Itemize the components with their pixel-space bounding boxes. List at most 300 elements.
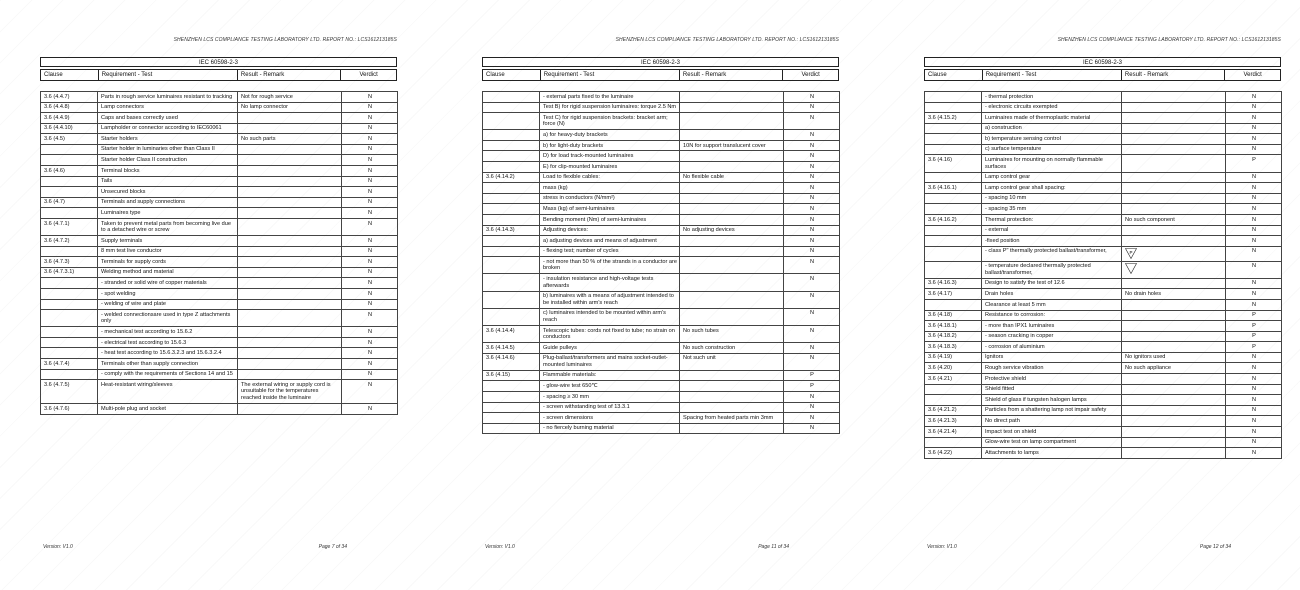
requirement-cell: Flammable materials:: [540, 370, 680, 381]
verdict-cell: N: [1226, 113, 1282, 124]
requirement-cell: - heat test according to 15.6.3.2.3 and 15.6.3.2.4: [98, 348, 238, 359]
clause-cell: [41, 144, 98, 155]
col-clause: Clause: [928, 72, 947, 78]
page-number: Page 7 of 34: [318, 544, 347, 550]
col-result: Result - Remark: [679, 70, 782, 80]
table-row: [483, 140, 840, 151]
verdict-cell: N: [342, 197, 398, 208]
table-row: [483, 343, 840, 354]
requirement-cell: a) adjusting devices and means of adjustment: [540, 236, 680, 247]
report-header: SHENZHEN LCS COMPLIANCE TESTING LABORATORY LTD. REPORT NO.: LCS161213185S: [173, 37, 397, 43]
requirement-cell: -fixed position: [982, 236, 1122, 247]
clause-cell: [483, 381, 540, 392]
table-row: [483, 162, 840, 173]
result-cell: [680, 392, 784, 403]
verdict-cell: P: [784, 370, 840, 381]
verdict-cell: N: [1226, 426, 1282, 437]
verdict-cell: N: [1226, 416, 1282, 427]
table-row: [925, 352, 1282, 363]
version-label: Version: V1.0: [43, 544, 73, 550]
table-row: [925, 321, 1282, 332]
result-cell: [238, 155, 342, 166]
clause-cell: 3.6 (4.7.4): [41, 359, 98, 370]
table-row: [483, 308, 840, 325]
verdict-cell: N: [784, 343, 840, 354]
table-row: [483, 172, 840, 183]
clause-cell: 3.6 (4.14.4): [483, 325, 540, 342]
clause-cell: 3.6 (4.22): [925, 448, 982, 459]
clause-cell: 3.6 (4.14.2): [483, 172, 540, 183]
clause-cell: 3.6 (4.15.2): [925, 113, 982, 124]
report-page-3: [921, 0, 1286, 590]
requirement-cell: Test C) for rigid suspension brackets: bracket arm; force (N): [540, 113, 680, 130]
table-row: [925, 278, 1282, 289]
clause-cell: 3.6 (4.21.4): [925, 426, 982, 437]
result-cell: [238, 246, 342, 257]
requirement-cell: Starter holder Class II construction: [98, 155, 238, 166]
requirement-cell: Luminaires type: [98, 208, 238, 219]
requirement-cell: stress in conductors (N/mm²): [540, 193, 680, 204]
result-cell: [238, 348, 342, 359]
col-verdict: Verdict: [1224, 70, 1280, 80]
verdict-cell: N: [342, 92, 398, 103]
result-cell: No such appliance: [1122, 363, 1226, 374]
verdict-cell: N: [1226, 405, 1282, 416]
requirement-cell: Glow-wire test on lamp compartment: [982, 437, 1122, 448]
result-cell: [1122, 437, 1226, 448]
table-row: [41, 197, 398, 208]
verdict-cell: N: [784, 162, 840, 173]
table-row: [41, 102, 398, 113]
clause-cell: [925, 225, 982, 236]
report-page-1: [37, 0, 402, 590]
result-cell: [680, 402, 784, 413]
verdict-cell: N: [342, 359, 398, 370]
table-row: [925, 172, 1282, 183]
requirement-cell: Design to satisfy the test of 12.6: [982, 278, 1122, 289]
clause-cell: [483, 113, 540, 130]
clause-cell: 3.6 (4.7.3.1): [41, 267, 98, 278]
requirement-cell: Tails: [98, 176, 238, 187]
clause-cell: 3.6 (4.18.3): [925, 342, 982, 353]
clause-cell: [41, 310, 98, 327]
requirement-cell: Lamp connectors: [98, 102, 238, 113]
clause-cell: [925, 102, 982, 113]
clause-cell: [925, 437, 982, 448]
clause-cell: [41, 369, 98, 380]
clause-table: [40, 91, 398, 415]
clause-cell: [925, 384, 982, 395]
result-cell: [1122, 204, 1226, 215]
result-cell: [238, 113, 342, 124]
requirement-cell: Lampholder or connector according to IEC60061: [98, 123, 238, 134]
clause-cell: 3.6 (4.7.6): [41, 403, 98, 414]
requirement-cell: - external: [982, 225, 1122, 236]
requirement-cell: - season cracking in copper: [982, 331, 1122, 342]
verdict-cell: N: [342, 278, 398, 289]
clause-cell: [483, 130, 540, 141]
table-row: [41, 176, 398, 187]
result-cell: No such parts: [238, 134, 342, 145]
clause-cell: [41, 246, 98, 257]
result-cell: [1122, 321, 1226, 332]
verdict-cell: N: [1226, 261, 1282, 278]
result-cell: No such construction: [680, 343, 784, 354]
result-cell: [238, 187, 342, 198]
verdict-cell: N: [342, 134, 398, 145]
col-result: Result - Remark: [237, 70, 340, 80]
table-row: [483, 92, 840, 103]
verdict-cell: N: [342, 155, 398, 166]
verdict-cell: P: [1226, 331, 1282, 342]
requirement-cell: - flexing test; number of cycles: [540, 246, 680, 257]
requirement-cell: Test B) for rigid suspension luminaires: torque 2.5 Nm: [540, 102, 680, 113]
verdict-cell: N: [784, 392, 840, 403]
clause-cell: 3.6 (4.21.3): [925, 416, 982, 427]
table-row: [41, 267, 398, 278]
result-cell: [680, 370, 784, 381]
requirement-cell: Ignitors: [982, 352, 1122, 363]
clause-cell: 3.6 (4.21): [925, 374, 982, 385]
result-cell: [680, 236, 784, 247]
table-row: [483, 370, 840, 381]
clause-cell: 3.6 (4.16.1): [925, 183, 982, 194]
table-row: [925, 113, 1282, 124]
verdict-cell: N: [342, 327, 398, 338]
col-clause: Clause: [486, 72, 505, 78]
clause-cell: 3.6 (4.18.2): [925, 331, 982, 342]
result-cell: [680, 204, 784, 215]
verdict-cell: N: [1226, 204, 1282, 215]
table-row: [925, 134, 1282, 145]
clause-cell: 3.6 (4.4.7): [41, 92, 98, 103]
result-cell: Not for rough service: [238, 92, 342, 103]
table-row: [41, 155, 398, 166]
table-row: [41, 218, 398, 235]
requirement-cell: Resistance to corrosion:: [982, 310, 1122, 321]
clause-cell: [483, 257, 540, 274]
table-row: [41, 278, 398, 289]
verdict-cell: N: [342, 166, 398, 177]
clause-cell: [483, 183, 540, 194]
result-cell: [238, 257, 342, 268]
clause-cell: [925, 134, 982, 145]
standard-title: IEC 60598-2-3: [482, 57, 839, 67]
requirement-cell: Taken to prevent metal parts from becoming live due to a detached wire or screw: [98, 218, 238, 235]
verdict-cell: N: [1226, 134, 1282, 145]
result-cell: [238, 176, 342, 187]
clause-cell: 3.6 (4.18): [925, 310, 982, 321]
clause-cell: [925, 193, 982, 204]
clause-cell: 3.6 (4.7): [41, 197, 98, 208]
requirement-cell: - spot welding: [98, 289, 238, 300]
result-cell: No lamp connector: [238, 102, 342, 113]
clause-cell: [41, 337, 98, 348]
clause-cell: 3.6 (4.14.3): [483, 225, 540, 236]
result-cell: [1122, 236, 1226, 247]
requirement-cell: - welded connectionsare used in type Z attachments only: [98, 310, 238, 327]
result-cell: [1122, 342, 1226, 353]
result-cell: [680, 92, 784, 103]
result-cell: [1122, 193, 1226, 204]
requirement-cell: b) temperature sensing control: [982, 134, 1122, 145]
table-row: [925, 155, 1282, 172]
requirement-cell: - mechanical test according to 15.6.2: [98, 327, 238, 338]
result-cell: [1122, 123, 1226, 134]
result-cell: [238, 197, 342, 208]
clause-cell: [483, 151, 540, 162]
verdict-cell: P: [1226, 155, 1282, 172]
verdict-cell: N: [1226, 384, 1282, 395]
requirement-cell: Bending moment (Nm) of semi-luminaires: [540, 214, 680, 225]
table-row: [41, 246, 398, 257]
requirement-cell: Guide pulleys: [540, 343, 680, 354]
verdict-cell: N: [1226, 278, 1282, 289]
table-row: [925, 384, 1282, 395]
result-cell: [680, 274, 784, 291]
verdict-cell: N: [784, 193, 840, 204]
requirement-cell: - welding of wire and plate: [98, 299, 238, 310]
requirement-cell: - spacing 35 mm: [982, 204, 1122, 215]
table-row: [925, 261, 1282, 278]
result-cell: [238, 123, 342, 134]
requirement-cell: - stranded or solid wire of copper materials: [98, 278, 238, 289]
clause-cell: [483, 92, 540, 103]
clause-cell: 3.6 (4.16.3): [925, 278, 982, 289]
table-row: [41, 144, 398, 155]
table-row: [41, 113, 398, 124]
table-row: [41, 187, 398, 198]
col-requirement: Requirement - Test: [98, 70, 237, 80]
requirement-cell: - insulation resistance and high-voltage tests afterwards: [540, 274, 680, 291]
verdict-cell: N: [784, 204, 840, 215]
table-row: [483, 274, 840, 291]
requirement-cell: Telescopic tubes: cords not fixed to tube; no strain on conductors: [540, 325, 680, 342]
page-number: Page 12 of 34: [1199, 544, 1231, 550]
requirement-cell: Luminaires made of thermoplastic material: [982, 113, 1122, 124]
verdict-cell: N: [342, 113, 398, 124]
table-row: [483, 291, 840, 308]
result-cell: [1122, 261, 1226, 278]
verdict-cell: N: [1226, 92, 1282, 103]
requirement-cell: Plug-ballast/transformers and mains socket-outlet-mounted luminaires: [540, 353, 680, 370]
requirement-cell: mass (kg): [540, 183, 680, 194]
verdict-cell: N: [1226, 395, 1282, 406]
table-row: [925, 437, 1282, 448]
clause-cell: [41, 299, 98, 310]
clause-table: [924, 91, 1282, 459]
clause-cell: [483, 102, 540, 113]
clause-cell: [483, 162, 540, 173]
clause-cell: 3.6 (4.19): [925, 352, 982, 363]
result-cell: [1122, 144, 1226, 155]
requirement-cell: Caps and bases correctly used: [98, 113, 238, 124]
column-header-row: [40, 69, 397, 81]
result-cell: [1122, 331, 1226, 342]
requirement-cell: Particles from a shattering lamp not impair safety: [982, 405, 1122, 416]
result-cell: [680, 381, 784, 392]
verdict-cell: N: [784, 413, 840, 424]
verdict-cell: N: [784, 113, 840, 130]
result-cell: [1122, 395, 1226, 406]
result-cell: [680, 291, 784, 308]
verdict-cell: N: [342, 187, 398, 198]
verdict-cell: N: [784, 274, 840, 291]
clause-cell: 3.6 (4.16.2): [925, 214, 982, 225]
table-row: [41, 257, 398, 268]
table-row: [41, 123, 398, 134]
requirement-cell: - glow-wire test 650℃: [540, 381, 680, 392]
version-label: Version: V1.0: [485, 544, 515, 550]
table-row: [925, 416, 1282, 427]
svg-text:P: P: [1129, 250, 1133, 256]
clause-cell: 3.6 (4.4.9): [41, 113, 98, 124]
clause-cell: 3.6 (4.20): [925, 363, 982, 374]
result-cell: [680, 130, 784, 141]
verdict-cell: N: [1226, 102, 1282, 113]
clause-cell: [925, 300, 982, 311]
clause-cell: 3.6 (4.14.6): [483, 353, 540, 370]
table-row: [925, 236, 1282, 247]
clause-cell: [925, 236, 982, 247]
requirement-cell: c) surface temperature: [982, 144, 1122, 155]
result-cell: [238, 310, 342, 327]
clause-cell: [925, 204, 982, 215]
clause-cell: [925, 246, 982, 261]
verdict-cell: N: [1226, 437, 1282, 448]
clause-cell: 3.6 (4.17): [925, 289, 982, 300]
requirement-cell: Mass (kg) of semi-luminaires: [540, 204, 680, 215]
clause-table: [482, 91, 840, 434]
result-cell: [1122, 405, 1226, 416]
result-cell: [1122, 155, 1226, 172]
clause-cell: 3.6 (4.4.10): [41, 123, 98, 134]
requirement-cell: Lamp control gear shall spacing:: [982, 183, 1122, 194]
table-row: [925, 214, 1282, 225]
requirement-cell: - class P" thermally protected ballast/transformer,: [982, 246, 1122, 261]
clause-cell: [925, 261, 982, 278]
clause-cell: [41, 289, 98, 300]
verdict-cell: N: [784, 151, 840, 162]
table-row: [483, 236, 840, 247]
result-cell: [238, 278, 342, 289]
col-verdict: Verdict: [782, 70, 838, 80]
result-cell: [238, 359, 342, 370]
result-cell: [238, 299, 342, 310]
requirement-cell: - no fiercely burning material: [540, 423, 680, 434]
table-row: [41, 299, 398, 310]
requirement-cell: - temperature declared thermally protected ballast/transformer,: [982, 261, 1122, 278]
clause-cell: [483, 140, 540, 151]
verdict-cell: N: [342, 380, 398, 404]
verdict-cell: N: [784, 225, 840, 236]
table-row: [925, 331, 1282, 342]
result-cell: [680, 423, 784, 434]
clause-cell: [483, 308, 540, 325]
table-row: [41, 166, 398, 177]
thermal-protection-p-icon: [1125, 248, 1137, 259]
result-cell: [238, 403, 342, 414]
result-cell: [680, 162, 784, 173]
result-cell: [1122, 310, 1226, 321]
result-cell: No adjusting devices: [680, 225, 784, 236]
clause-cell: 3.6 (4.14.5): [483, 343, 540, 354]
verdict-cell: N: [784, 102, 840, 113]
verdict-cell: N: [1226, 374, 1282, 385]
clause-cell: [41, 187, 98, 198]
clause-cell: [925, 395, 982, 406]
table-row: [41, 208, 398, 219]
page-number: Page 11 of 34: [758, 544, 789, 550]
requirement-cell: - spacing ≥ 30 mm: [540, 392, 680, 403]
requirement-cell: - more than IPX1 luminaires: [982, 321, 1122, 332]
requirement-cell: - thermal protection: [982, 92, 1122, 103]
table-row: [41, 348, 398, 359]
result-cell: Spacing from heated parts min 3mm: [680, 413, 784, 424]
result-cell: 10N for support translucent cover: [680, 140, 784, 151]
table-row: [925, 144, 1282, 155]
table-row: [41, 289, 398, 300]
result-cell: [680, 257, 784, 274]
clause-cell: [41, 176, 98, 187]
verdict-cell: N: [1226, 300, 1282, 311]
verdict-cell: N: [784, 246, 840, 257]
result-cell: [238, 144, 342, 155]
report-page-2: [479, 0, 844, 590]
clause-cell: [483, 392, 540, 403]
requirement-cell: - screen withstanding test of 13.3.1: [540, 402, 680, 413]
result-cell: No flexible cable: [680, 172, 784, 183]
verdict-cell: N: [342, 348, 398, 359]
verdict-cell: N: [784, 92, 840, 103]
requirement-cell: 8 mm test live conductor: [98, 246, 238, 257]
clause-cell: [483, 413, 540, 424]
clause-cell: 3.6 (4.7.2): [41, 236, 98, 247]
verdict-cell: N: [784, 291, 840, 308]
requirement-cell: - screen dimensions: [540, 413, 680, 424]
verdict-cell: N: [784, 172, 840, 183]
result-cell: No such tubes: [680, 325, 784, 342]
verdict-cell: N: [342, 403, 398, 414]
requirement-cell: Rough service vibration: [982, 363, 1122, 374]
requirement-cell: Welding method and material: [98, 267, 238, 278]
table-row: [41, 403, 398, 414]
verdict-cell: N: [784, 402, 840, 413]
verdict-cell: N: [342, 144, 398, 155]
verdict-cell: N: [784, 325, 840, 342]
requirement-cell: Shield of glass if tungsten halogen lamps: [982, 395, 1122, 406]
verdict-cell: N: [342, 102, 398, 113]
table-row: [483, 151, 840, 162]
result-cell: [1122, 384, 1226, 395]
table-row: [925, 363, 1282, 374]
clause-cell: [483, 274, 540, 291]
result-cell: [1122, 92, 1226, 103]
table-row: [483, 214, 840, 225]
requirement-cell: Load to flexible cables:: [540, 172, 680, 183]
result-cell: [1122, 374, 1226, 385]
result-cell: [1122, 134, 1226, 145]
table-row: [925, 448, 1282, 459]
requirement-cell: Clearance at least 5 mm: [982, 300, 1122, 311]
clause-cell: [483, 204, 540, 215]
verdict-cell: N: [342, 176, 398, 187]
table-row: [483, 402, 840, 413]
verdict-cell: N: [1226, 363, 1282, 374]
table-row: [925, 193, 1282, 204]
verdict-cell: N: [342, 289, 398, 300]
table-row: [925, 342, 1282, 353]
